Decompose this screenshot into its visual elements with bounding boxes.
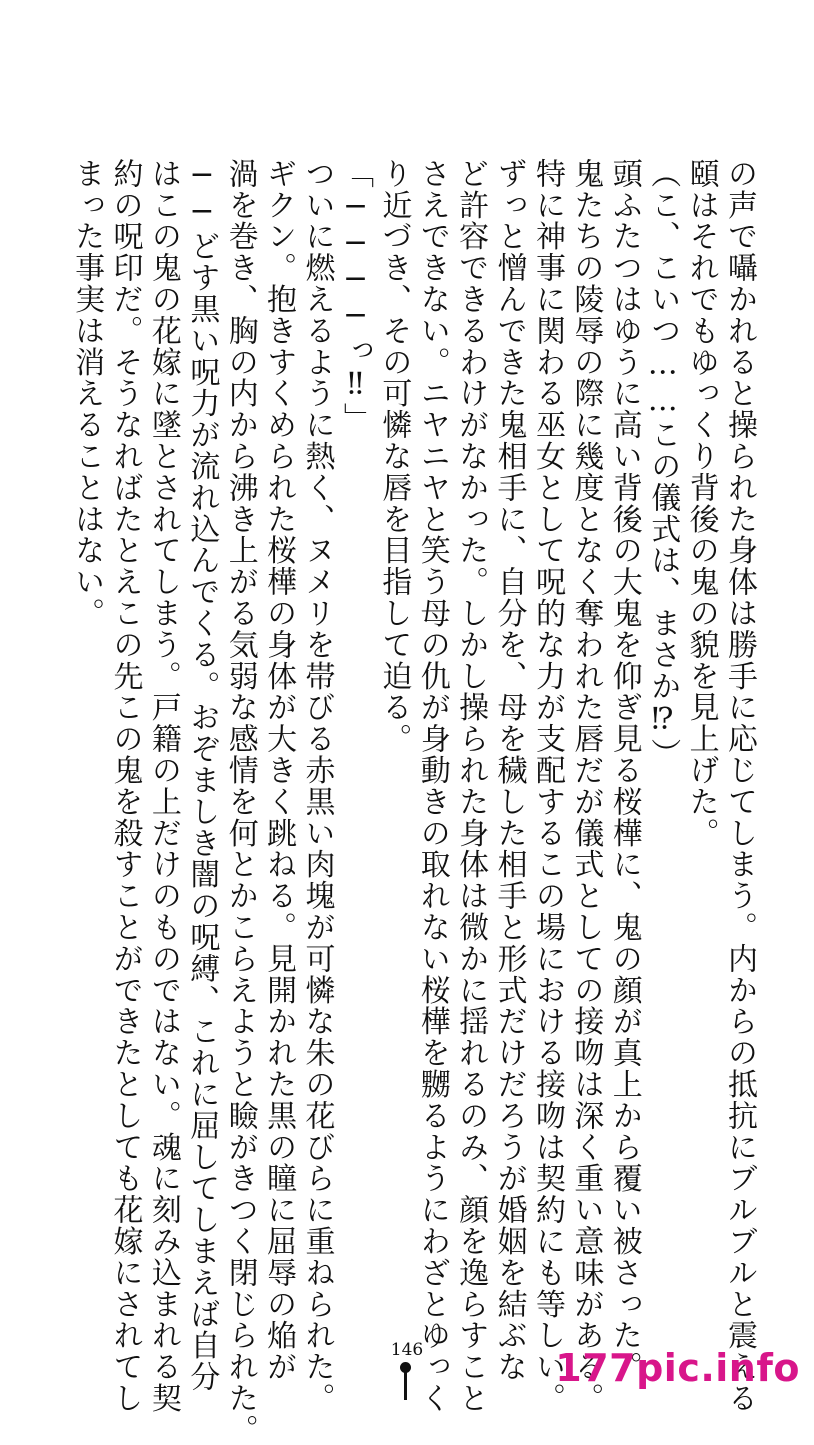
text-line-7: ずっと憎んできた鬼相手に、自分を、母を穢した相手と形式だけだろうが婚姻を結ぶな [491,158,527,1383]
text-line-14: 渦を巻き、胸の内から沸き上がる気弱な感情を何とかこらえようと瞼がきつく閉じられた。 [222,158,258,1445]
text-line-8: ど許容できるわけがなかった。しかし操られた身体は微かに揺れるのみ、顔を逸らすこと [453,158,489,1414]
text-line-2: 頤はそれでもゆっくり背後の鬼の貌を見上げた。 [683,158,719,849]
text-line-1: の声で囁かれると操られた身体は勝手に応じてしまう。内からの抵抗にブルブルと震える [722,158,757,1414]
text-line-17: 約の呪印だ。そうなればたとえこの先この鬼を殺すことができたとしても花嫁にされてし [107,158,143,1414]
text-line-18: まった事実は消えることはない。 [69,158,105,629]
text-line-12: ついに燃えるように熱く、ヌメリを帯びる赤黒い肉塊が可憐な朱の花びらに重ねられた。 [299,158,335,1414]
page-marker-line [404,1372,407,1400]
text-line-10: り近づき、その可憐な唇を目指して迫る。 [376,158,412,755]
text-line-9: さえできない。ニヤニヤと笑う母の仇が身動きの取れない桜樺を嬲るようにわざとゆっく [414,158,450,1414]
text-line-11: 「────っ‼」 [337,158,373,435]
text-line-3: （こ、こいつ……この儀式は、まさか⁉） [645,158,681,770]
text-line-13: ギクン。抱きすくめられた桜樺の身体が大きく跳ねる。見開かれた黒の瞳に屈辱の焔が [261,158,297,1383]
text-line-15: ──どす黒い呪力が流れ込んでくる。おぞましき闇の呪縛、これに屈してしまえば自分 [184,158,220,1393]
text-line-5: 鬼たちの陵辱の際に幾度となく奪われた唇だが儀式としての接吻は深く重い意味がある。 [568,158,604,1414]
text-line-6: 特に神事に関わる巫女として呪的な力が支配するこの場における接吻は契約にも等しい。 [529,158,565,1414]
text-line-4: 頭ふたつはゆうに高い背後の大鬼を仰ぎ見る桜樺に、鬼の顔が真上から覆い被さった。 [606,158,642,1383]
text-line-16: はこの鬼の花嫁に墜とされてしまう。戸籍の上だけのものではない。魂に刻み込まれる契 [145,158,181,1414]
watermark: 177pic.info [555,1346,800,1390]
page-number: 146 [390,1340,424,1360]
